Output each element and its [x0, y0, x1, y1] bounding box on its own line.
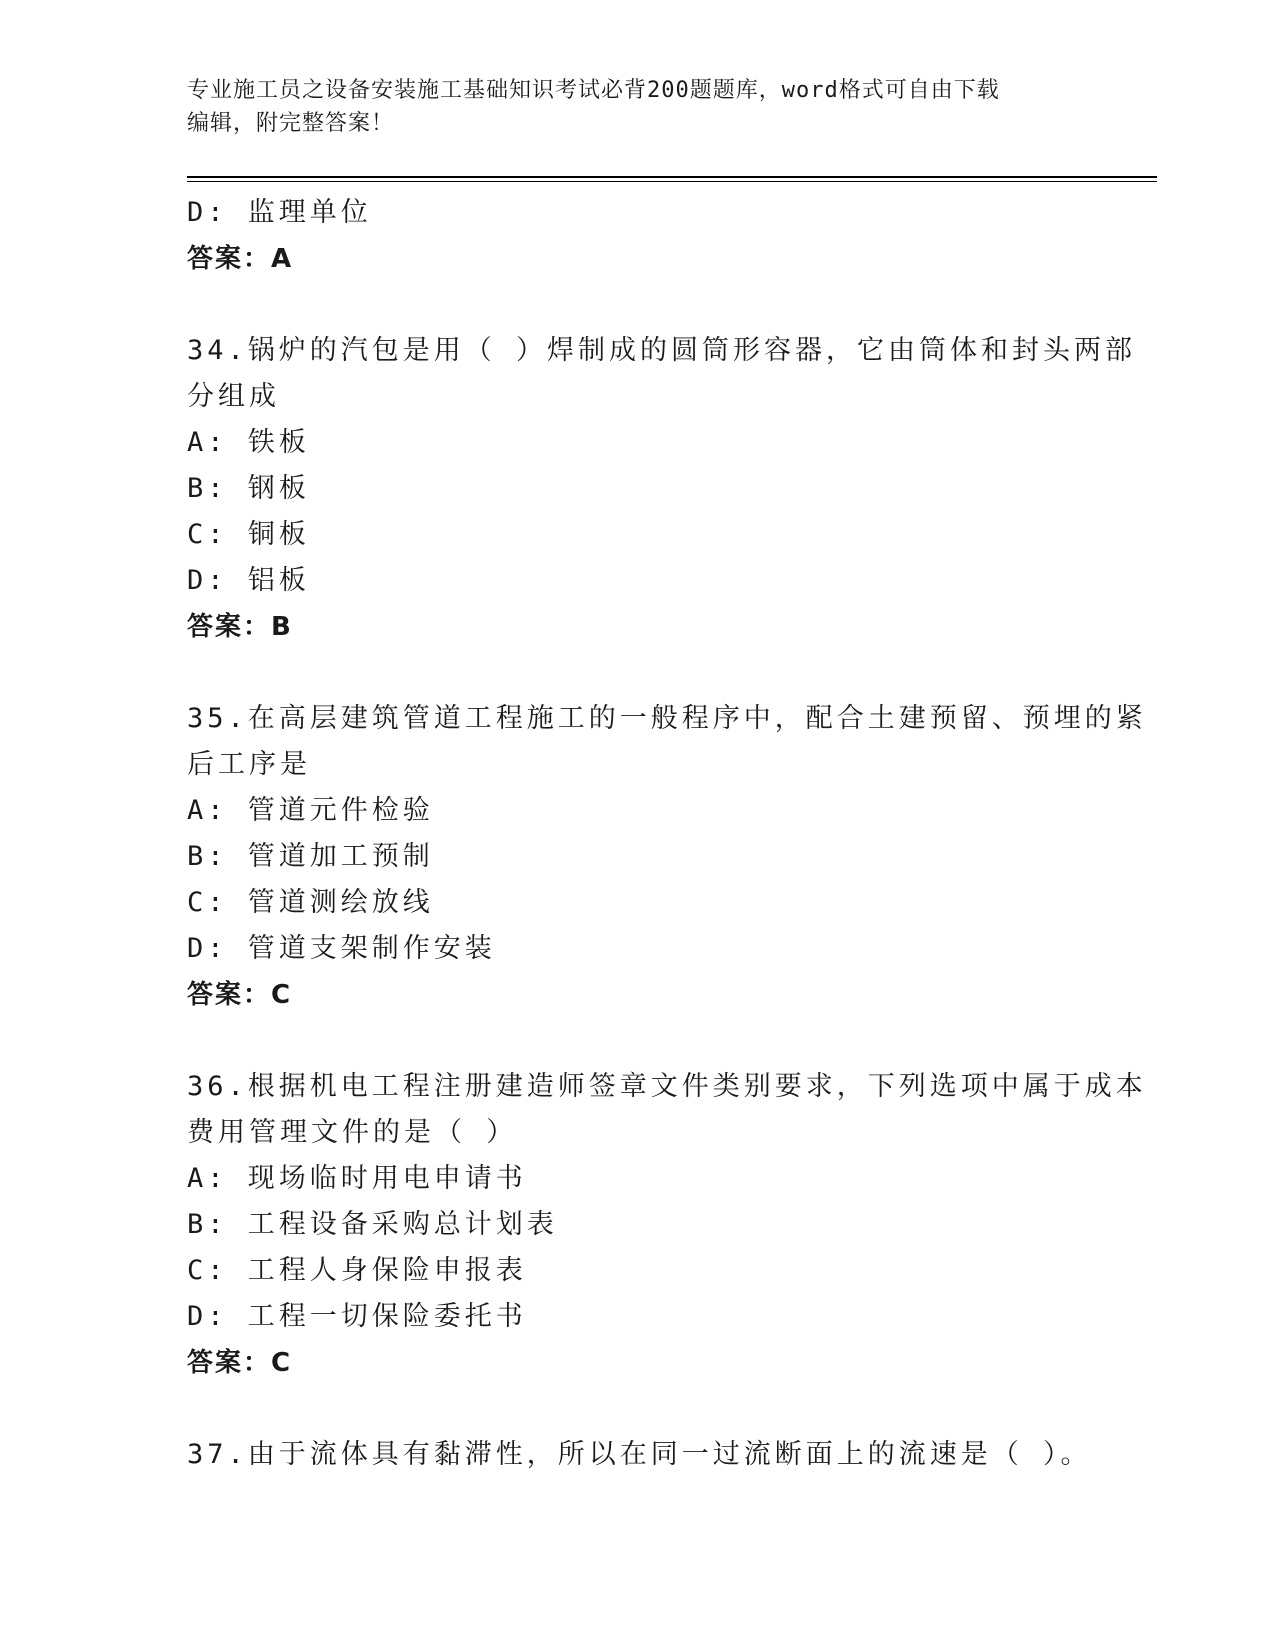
question-33-tail [187, 190, 1087, 282]
option-a: A: 管道元件检验 [187, 795, 434, 826]
header-title-line-2: 编辑，附完整答案！ [187, 111, 395, 136]
answer: 答案：C [187, 980, 293, 1010]
question-35 [187, 696, 1147, 1018]
question-stem-continued: 后工序是 [187, 749, 311, 780]
option-b: B: 钢板 [187, 473, 310, 504]
answer: 答案：B [187, 612, 293, 642]
question-list [187, 190, 1147, 1478]
answer: 答案：C [187, 1348, 293, 1378]
question-stem-continued: 费用管理文件的是（ ） [187, 1117, 518, 1148]
document-header [187, 74, 1087, 140]
spacer [187, 650, 1087, 696]
spacer [187, 1386, 1087, 1432]
question-34 [187, 328, 1137, 650]
question-stem: 37.由于流体具有黏滞性，所以在同一过流断面上的流速是（ ）。 [187, 1439, 1092, 1470]
question-stem: 34.锅炉的汽包是用（ ）焊制成的圆筒形容器，它由筒体和封头两部 [187, 335, 1137, 366]
header-divider-thin [187, 181, 1157, 182]
option-d: D: 管道支架制作安装 [187, 933, 496, 964]
option-b: B: 工程设备采购总计划表 [187, 1209, 558, 1240]
header-divider-thick [187, 176, 1157, 178]
question-stem: 36.根据机电工程注册建造师签章文件类别要求，下列选项中属于成本 [187, 1071, 1147, 1102]
question-stem: 35.在高层建筑管道工程施工的一般程序中，配合土建预留、预埋的紧 [187, 703, 1147, 734]
answer: 答案：A [187, 244, 294, 274]
option-b: B: 管道加工预制 [187, 841, 434, 872]
option-a: A: 铁板 [187, 427, 310, 458]
spacer [187, 1018, 1087, 1064]
spacer [187, 282, 1087, 328]
option-c: C: 管道测绘放线 [187, 887, 434, 918]
option-a: A: 现场临时用电申请书 [187, 1163, 527, 1194]
question-36 [187, 1064, 1147, 1386]
option-d: D: 铝板 [187, 565, 310, 596]
option-c: C: 铜板 [187, 519, 310, 550]
option-d: D: 监理单位 [187, 197, 372, 228]
question-37 [187, 1432, 1092, 1478]
question-stem-continued: 分组成 [187, 381, 280, 412]
option-c: C: 工程人身保险申报表 [187, 1255, 527, 1286]
option-d: D: 工程一切保险委托书 [187, 1301, 527, 1332]
header-title-line-1: 专业施工员之设备安装施工基础知识考试必背200题题库，word格式可自由下载 [187, 78, 1000, 103]
